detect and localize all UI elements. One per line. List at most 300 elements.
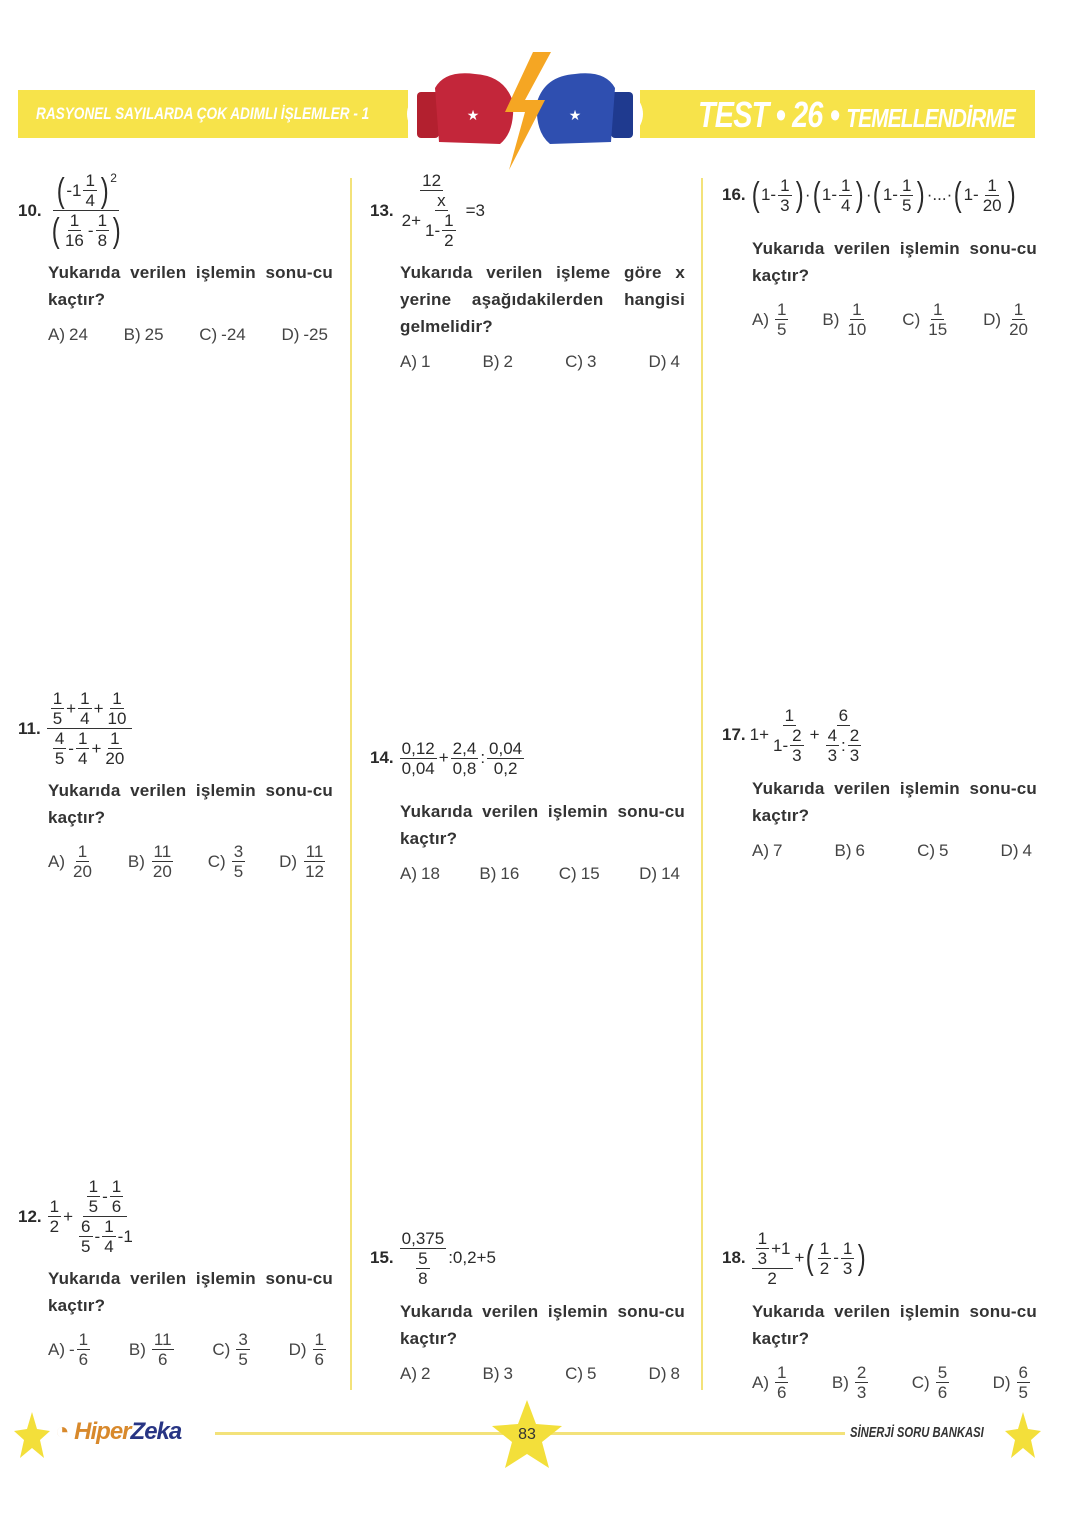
math-text: 7 (773, 841, 783, 860)
denominator (106, 709, 129, 727)
numerator (416, 1250, 429, 1269)
fraction (313, 1331, 326, 1368)
paren-open: ( (953, 176, 962, 214)
denominator (826, 746, 839, 764)
fraction (771, 707, 808, 764)
math-sequence (750, 177, 1017, 214)
answer-option[interactable] (48, 325, 88, 345)
denominator (423, 211, 460, 249)
answer-option[interactable] (822, 301, 870, 338)
math-text: 5 (238, 1350, 248, 1369)
math-text: 10 (847, 320, 867, 339)
fraction (152, 1331, 174, 1368)
answer-option[interactable] (993, 1364, 1032, 1401)
option-letter: A) (752, 309, 769, 329)
denominator (83, 191, 96, 209)
fraction (71, 843, 94, 880)
answer-option[interactable] (752, 1364, 790, 1401)
svg-text:★: ★ (568, 107, 582, 123)
exponent: 2 (110, 171, 117, 185)
question-expression (370, 728, 670, 788)
fraction (303, 843, 326, 880)
paren-open: ( (56, 171, 65, 210)
math-text: 2 (856, 1363, 867, 1382)
fraction (855, 1364, 868, 1401)
math-text: + (91, 739, 102, 758)
fraction (48, 172, 125, 249)
numerator (78, 690, 91, 709)
math-sequence (773, 727, 806, 764)
math-text: · (865, 185, 872, 204)
fraction (936, 1364, 949, 1401)
fraction (416, 1250, 429, 1287)
math-sequence (816, 1240, 857, 1277)
fraction (232, 843, 245, 880)
denominator (400, 191, 464, 249)
math-text: 4 (77, 749, 88, 768)
fraction (839, 177, 852, 214)
denominator (822, 726, 866, 764)
math-text: 20 (982, 195, 1002, 215)
math-text: 15 (928, 320, 948, 339)
answer-option[interactable] (483, 1364, 513, 1384)
option-letter: D) (648, 1364, 667, 1383)
math-text: + (66, 699, 77, 718)
math-text: 3 (827, 745, 838, 765)
numerator (400, 740, 437, 759)
numerator (420, 172, 443, 191)
answer-option[interactable] (400, 352, 430, 372)
paren-open: ( (812, 176, 821, 214)
answer-option[interactable] (129, 1331, 176, 1368)
answer-option[interactable] (208, 843, 247, 880)
math-text: 1 (819, 1238, 830, 1258)
answer-option[interactable] (835, 841, 865, 861)
question-stem: Yukarıda verilen işlemin sonu-cu kaçtır? (752, 1302, 1037, 1348)
question-expression (18, 690, 318, 767)
question-14 (370, 728, 685, 884)
fraction (790, 727, 803, 764)
math-text: 4 (670, 352, 680, 371)
numerator (451, 740, 479, 759)
question-expression (370, 172, 670, 249)
math-text: + (438, 748, 449, 767)
numerator (985, 177, 998, 196)
answer-option[interactable] (565, 352, 596, 372)
math-text: 1 (841, 175, 851, 195)
numerator (850, 301, 863, 320)
math-sequence (66, 172, 99, 209)
answer-option[interactable] (48, 1331, 92, 1368)
paren-open: ( (51, 211, 60, 250)
math-text: 8 (670, 1364, 680, 1383)
test-type: TEMELLENDİRME (846, 103, 1015, 133)
fraction (451, 740, 479, 777)
fraction (103, 730, 126, 767)
answer-option[interactable] (639, 864, 680, 884)
fraction (106, 690, 129, 727)
denominator (790, 746, 803, 764)
question-stem: Yukarıda verilen işlemin sonu-cu kaçtır? (48, 1269, 333, 1315)
numerator (435, 192, 448, 211)
denominator (775, 1383, 788, 1401)
math-text: 2 (792, 725, 802, 745)
answer-option[interactable] (479, 864, 519, 884)
option-letter: B) (128, 1339, 146, 1359)
denominator (78, 709, 91, 727)
question-number: 15. (370, 1248, 394, 1267)
answer-options (400, 864, 680, 884)
fraction (826, 727, 839, 764)
denominator (845, 320, 868, 338)
numerator (68, 212, 81, 231)
numerator (110, 690, 123, 709)
math-text: 5 (233, 862, 244, 881)
math-text: 20 (105, 749, 125, 768)
hiperzeka-logo: ◔ HiperZeka (55, 1418, 182, 1445)
paren-close: ) (100, 171, 109, 210)
math-text: 5 (52, 709, 63, 728)
answer-option[interactable] (752, 301, 790, 338)
math-text: ·...· (926, 185, 953, 204)
question-stem: Yukarıda verilen işlemin sonu-cu kaçtır? (48, 263, 333, 309)
paren-close: ) (858, 1239, 867, 1277)
math-text: 2,4 (452, 738, 477, 758)
option-letter: C) (911, 1372, 930, 1392)
numerator (841, 1240, 854, 1259)
fraction (76, 730, 89, 767)
math-text: 1 (77, 842, 88, 861)
question-number: 14. (370, 748, 394, 767)
math-text: 16 (64, 231, 84, 250)
math-text: 0,2 (493, 758, 518, 778)
question-number: 11. (18, 718, 41, 738)
math-sequence (754, 1230, 791, 1267)
fraction (818, 1240, 831, 1277)
answer-option[interactable] (279, 843, 328, 880)
denominator (412, 1249, 433, 1287)
fraction (400, 740, 437, 777)
option-letter: C) (212, 1339, 231, 1359)
numerator (76, 843, 89, 862)
answer-option[interactable] (649, 352, 680, 372)
math-text: 20 (1009, 320, 1028, 339)
denominator (48, 211, 125, 249)
question-stem: Yukarıda verilen işlemin sonu-cu kaçtır? (752, 779, 1037, 825)
denominator (76, 749, 89, 767)
math-text: 1- (821, 185, 838, 204)
math-text: - (87, 221, 94, 240)
answer-options (752, 1364, 1032, 1401)
option-letter: A) (752, 1372, 769, 1392)
numerator (837, 707, 850, 726)
boxing-gloves-icon (405, 52, 645, 172)
math-text: 2 (503, 352, 513, 371)
math-text: 5 (418, 1248, 428, 1268)
numerator (232, 843, 245, 862)
math-text: 4 (841, 195, 851, 215)
option-letter: B) (822, 309, 840, 329)
math-text: + (794, 1248, 805, 1267)
option-letter: A) (48, 325, 65, 344)
math-sequence (761, 177, 794, 214)
numerator (775, 1364, 788, 1383)
fraction (900, 177, 913, 214)
answer-option[interactable] (483, 352, 513, 372)
denominator (51, 709, 64, 727)
answer-option[interactable] (281, 325, 328, 345)
question-stem: Yukarıda verilen işlemin sonu-cu kaçtır? (400, 802, 685, 848)
answer-option[interactable] (649, 1364, 680, 1384)
math-sequence (51, 730, 128, 767)
star-icon (14, 1412, 50, 1458)
math-text: 5 (1018, 1383, 1028, 1402)
numerator (778, 177, 791, 196)
math-text: 5 (901, 195, 912, 215)
answer-option[interactable] (124, 325, 164, 345)
fraction (400, 1230, 447, 1287)
fraction (78, 690, 91, 727)
answer-option[interactable] (752, 841, 782, 861)
answer-option[interactable] (400, 1364, 430, 1384)
question-stem: Yukarıda verilen işlemin sonu-cu kaçtır? (752, 239, 1037, 285)
denominator (303, 862, 326, 880)
math-text: : (480, 748, 486, 767)
math-text: 0,04 (401, 758, 435, 778)
answer-option[interactable] (832, 1364, 870, 1401)
numerator (487, 740, 524, 759)
numerator (77, 1331, 90, 1350)
denominator (841, 1259, 854, 1277)
math-text: 1- (773, 735, 789, 755)
denominator (110, 1197, 123, 1215)
math-text: 1 (80, 689, 90, 708)
numerator (839, 177, 852, 196)
math-text: 3 (780, 195, 790, 215)
fraction (487, 740, 524, 777)
numerator (1012, 301, 1025, 320)
math-text: 3 (757, 1248, 768, 1268)
math-text: -1 (66, 181, 82, 200)
denominator (765, 1269, 778, 1287)
math-text: 20 (152, 862, 172, 881)
numerator (752, 1230, 793, 1269)
fraction (778, 177, 791, 214)
denominator (53, 749, 66, 767)
option-letter: B) (834, 841, 852, 860)
math-text: +1 (771, 1238, 791, 1258)
fraction (236, 1331, 249, 1368)
math-text: 12 (305, 862, 324, 881)
test-title (698, 94, 1015, 136)
answer-option[interactable] (917, 841, 948, 861)
denominator (232, 862, 245, 880)
numerator (936, 1364, 949, 1383)
math-text: 1- (760, 185, 777, 204)
numerator (790, 727, 803, 746)
denominator (855, 1383, 868, 1401)
numerator (855, 1364, 868, 1383)
numerator (108, 730, 121, 749)
math-text: 1 (78, 1330, 89, 1349)
denominator (71, 862, 94, 880)
question-number: 13. (370, 200, 394, 220)
math-sequence (398, 172, 485, 249)
math-text: -24 (221, 325, 246, 344)
paren-close: ) (856, 176, 865, 214)
answer-option[interactable] (902, 301, 951, 338)
math-text: - (833, 1248, 839, 1267)
denominator (778, 196, 791, 214)
math-text: + (93, 699, 104, 718)
section-title: RASYONEL SAYILARDA ÇOK ADIMLI İŞLEMLER - 1 (36, 104, 370, 123)
math-text: 1+ (749, 725, 770, 744)
math-text: 6 (855, 841, 865, 860)
question-expression (18, 1178, 318, 1255)
paren-open: ( (806, 1239, 815, 1277)
option-letter: D) (992, 1372, 1011, 1392)
math-text: 4 (104, 1237, 114, 1256)
math-sequence (398, 740, 527, 777)
question-expression (722, 1228, 1022, 1288)
math-sequence (750, 707, 868, 764)
math-text: 1- (425, 221, 441, 240)
parenthesized-group (871, 177, 926, 214)
math-sequence (402, 192, 462, 249)
option-letter: D) (648, 352, 667, 371)
numerator (47, 690, 133, 729)
math-sequence (69, 1331, 92, 1368)
answer-option[interactable] (199, 325, 246, 345)
option-letter: D) (1000, 841, 1019, 860)
fraction (83, 172, 96, 209)
fraction (981, 177, 1004, 214)
math-text: + (63, 1206, 74, 1226)
denominator (87, 1197, 100, 1215)
math-text: 3 (587, 352, 597, 371)
math-text: 2+ (401, 211, 422, 230)
denominator (900, 196, 913, 214)
answer-options (400, 1364, 680, 1384)
fraction (442, 212, 455, 249)
math-text: 1 (784, 705, 795, 725)
fraction (79, 1218, 92, 1255)
numerator (102, 1218, 115, 1237)
option-letter: B) (127, 851, 145, 871)
math-text: 0,375 (401, 1228, 445, 1248)
math-sequence (46, 1178, 137, 1255)
denominator (775, 320, 788, 338)
math-text: 1 (52, 689, 63, 708)
answer-option[interactable] (983, 301, 1032, 338)
math-text: 5 (54, 749, 65, 768)
answer-option[interactable] (400, 864, 440, 884)
answer-option[interactable] (289, 1331, 328, 1368)
option-letter: B) (123, 325, 141, 344)
question-12 (18, 1177, 333, 1369)
answer-option[interactable] (565, 1364, 596, 1384)
math-text: 6 (158, 1350, 168, 1369)
math-text: 10 (107, 709, 127, 728)
option-letter: C) (199, 325, 218, 344)
column-divider (350, 178, 352, 1390)
question-number: 12. (18, 1206, 42, 1226)
math-text: 1 (97, 211, 108, 230)
denominator (771, 726, 808, 764)
answer-option[interactable] (48, 843, 96, 880)
math-text: 6 (838, 705, 849, 725)
numerator (442, 212, 455, 231)
paren-close: ) (112, 211, 121, 250)
fraction (47, 690, 133, 767)
math-text: 4 (85, 191, 95, 210)
fraction (96, 212, 109, 249)
math-sequence (822, 177, 855, 214)
denominator (151, 862, 174, 880)
answer-option[interactable] (1001, 841, 1032, 861)
numerator (83, 172, 96, 191)
option-letter: C) (207, 851, 226, 871)
option-letter: A) (48, 1339, 65, 1359)
math-text: 1 (314, 1330, 324, 1349)
numerator (87, 1178, 100, 1197)
math-text: 1 (110, 729, 120, 748)
option-letter: C) (917, 841, 936, 860)
numerator (756, 1230, 769, 1249)
math-text: · (804, 185, 811, 204)
fraction (1007, 301, 1030, 338)
page-number (492, 1400, 562, 1468)
denominator (818, 1259, 831, 1277)
fraction (822, 707, 866, 764)
option-letter: A) (400, 864, 417, 883)
numerator (110, 1178, 123, 1197)
math-text: 1 (104, 1217, 114, 1236)
numerator (783, 707, 796, 726)
answer-option[interactable] (128, 843, 176, 880)
numerator (48, 1198, 61, 1217)
math-text: 25 (144, 325, 164, 344)
fraction (775, 1364, 788, 1401)
math-text: 5 (939, 841, 949, 860)
option-letter: C) (565, 1364, 584, 1383)
math-text: 1 (444, 211, 454, 230)
answer-option[interactable] (212, 1331, 251, 1368)
question-16 (722, 165, 1037, 339)
option-letter: D) (281, 325, 300, 344)
answer-option[interactable] (912, 1364, 951, 1401)
math-text: 16 (500, 864, 520, 883)
math-text: -1 (117, 1227, 133, 1246)
option-letter: D) (639, 864, 658, 883)
math-text: :0,2+5 (448, 1248, 496, 1267)
math-text: 11 (305, 842, 324, 861)
parenthesized-group (811, 177, 866, 214)
math-text: 2 (421, 1364, 431, 1383)
option-letter: B) (479, 864, 497, 883)
denominator (102, 1237, 115, 1255)
question-stem: Yukarıda verilen işlemin sonu-cu kaçtır? (48, 781, 333, 827)
denominator (756, 1249, 769, 1267)
answer-option[interactable] (559, 864, 600, 884)
math-sequence (750, 1230, 868, 1287)
paren-close: ) (795, 176, 804, 214)
math-sequence (824, 727, 864, 764)
parenthesized-group (952, 177, 1017, 214)
option-letter: B) (482, 1364, 500, 1383)
parenthesized-group (750, 177, 805, 214)
denominator (442, 231, 455, 249)
